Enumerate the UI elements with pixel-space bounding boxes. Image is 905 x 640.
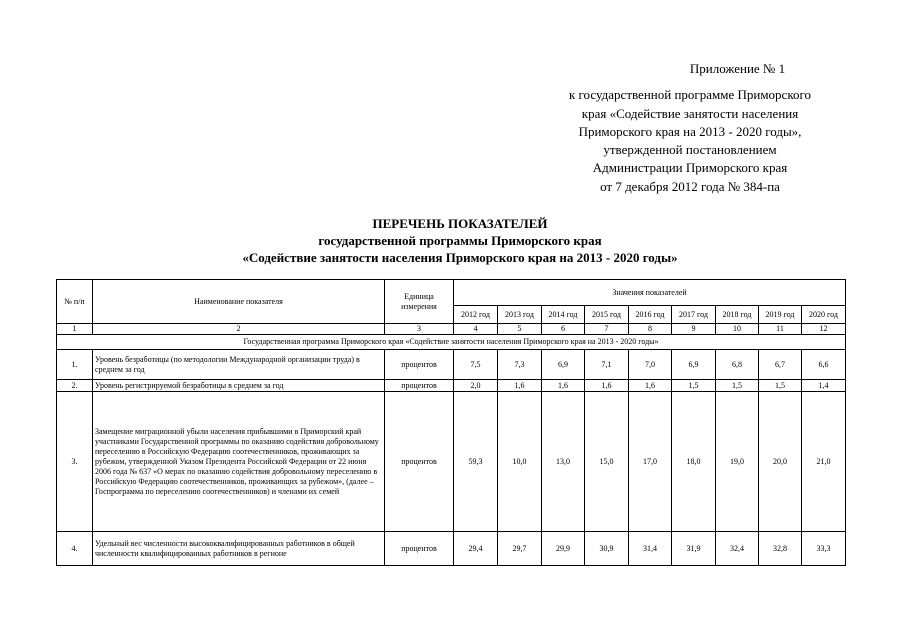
- row-value: 32,8: [759, 532, 802, 566]
- row-value: 1,5: [716, 380, 759, 392]
- table-row: [57, 392, 846, 532]
- header-year: 2016 год: [629, 306, 672, 324]
- column-number: 12: [802, 324, 846, 335]
- row-value: 31,4: [629, 532, 672, 566]
- header-year: 2019 год: [759, 306, 802, 324]
- header-num: № п/п: [57, 280, 93, 324]
- table-row: [57, 380, 846, 392]
- row-value: 7,0: [629, 350, 672, 380]
- row-name: Замещение миграционной убыли населения прибывшими в Приморский край участниками Государственной программы по оказанию содействия добровольному переселению в Российскую Федерацию соотечественников, проживающих за рубежом, утвержденной Указом Президента Российской Федерации от 22 июня 2006 года № 637 «О мерах по оказанию содействия добровольному переселению в Российскую Федерацию соотечественников, проживающих за рубежом», (далее – Госпрограмма по переселению соотечественников) и членами их семей: [93, 392, 385, 532]
- document-title: [90, 215, 830, 266]
- row-num: 2.: [57, 380, 93, 392]
- row-value: 2,0: [454, 380, 498, 392]
- row-value: 6,8: [716, 350, 759, 380]
- row-value: 6,9: [672, 350, 716, 380]
- header-values: Значения показателей: [454, 280, 846, 306]
- row-value: 6,7: [759, 350, 802, 380]
- row-value: 1,6: [542, 380, 585, 392]
- row-value: 10,0: [498, 392, 542, 532]
- row-unit: процентов: [385, 350, 454, 380]
- title-line: ПЕРЕЧЕНЬ ПОКАЗАТЕЛЕЙ: [372, 216, 548, 231]
- header-year: 2015 год: [585, 306, 629, 324]
- indicators-table: [56, 279, 846, 566]
- row-value: 29,7: [498, 532, 542, 566]
- row-value: 29,4: [454, 532, 498, 566]
- row-value: 18,0: [672, 392, 716, 532]
- column-number: 4: [454, 324, 498, 335]
- appendix-line: к государственной программе Приморского: [568, 87, 811, 103]
- row-value: 59,3: [454, 392, 498, 532]
- appendix-line: Приморского края на 2013 - 2020 годы»,: [578, 123, 802, 139]
- appendix-line: от 7 декабря 2012 года № 384-па: [600, 178, 780, 194]
- header-year: 2012 год: [454, 306, 498, 324]
- header-name: Наименование показателя: [93, 280, 385, 324]
- row-value: 29,9: [542, 532, 585, 566]
- column-numbers-row: [57, 324, 846, 335]
- appendix-heading: Приложение № 1: [689, 61, 786, 76]
- row-value: 1,5: [672, 380, 716, 392]
- row-value: 6,9: [542, 350, 585, 380]
- row-value: 1,6: [629, 380, 672, 392]
- row-value: 21,0: [802, 392, 846, 532]
- row-value: 30,9: [585, 532, 629, 566]
- row-num: 3.: [57, 392, 93, 532]
- header-year: 2014 год: [542, 306, 585, 324]
- row-unit: процентов: [385, 392, 454, 532]
- table-row: [57, 350, 846, 380]
- header-year: 2018 год: [716, 306, 759, 324]
- header-year: 2013 год: [498, 306, 542, 324]
- row-value: 31,9: [672, 532, 716, 566]
- row-unit: процентов: [385, 532, 454, 566]
- header-year: 2020 год: [802, 306, 846, 324]
- row-value: 1,6: [585, 380, 629, 392]
- appendix-line: Администрации Приморского края: [592, 160, 788, 176]
- column-number: 10: [716, 324, 759, 335]
- program-title: Государственная программа Приморского края «Содействие занятости населения Приморского края на 2013 - 2020 годы»: [57, 335, 846, 350]
- column-number: 1: [57, 324, 93, 335]
- row-value: 1,5: [759, 380, 802, 392]
- table-row: [57, 532, 846, 566]
- column-number: 8: [629, 324, 672, 335]
- row-num: 4.: [57, 532, 93, 566]
- row-value: 20,0: [759, 392, 802, 532]
- header-unit: Единица измерения: [385, 280, 454, 324]
- row-value: 33,3: [802, 532, 846, 566]
- row-value: 6,6: [802, 350, 846, 380]
- row-name: Уровень регистрируемой безработицы в среднем за год: [93, 380, 385, 392]
- row-value: 1,4: [802, 380, 846, 392]
- row-value: 1,6: [498, 380, 542, 392]
- column-number: 2: [93, 324, 385, 335]
- appendix-block: [540, 60, 840, 196]
- row-value: 19,0: [716, 392, 759, 532]
- program-row: [57, 335, 846, 350]
- title-line: «Содействие занятости населения Приморского края на 2013 - 2020 годы»: [242, 250, 678, 265]
- column-number: 3: [385, 324, 454, 335]
- column-number: 5: [498, 324, 542, 335]
- row-value: 7,3: [498, 350, 542, 380]
- row-value: 13,0: [542, 392, 585, 532]
- row-value: 7,1: [585, 350, 629, 380]
- column-number: 9: [672, 324, 716, 335]
- column-number: 7: [585, 324, 629, 335]
- row-value: 32,4: [716, 532, 759, 566]
- row-unit: процентов: [385, 380, 454, 392]
- column-number: 6: [542, 324, 585, 335]
- row-value: 7,5: [454, 350, 498, 380]
- row-name: Уровень безработицы (по методологии Международной организации труда) в среднем за год: [93, 350, 385, 380]
- appendix-line: утвержденной постановлением: [603, 142, 777, 158]
- row-value: 17,0: [629, 392, 672, 532]
- appendix-line: края «Содействие занятости населения: [581, 105, 799, 121]
- title-line: государственной программы Приморского края: [318, 233, 602, 248]
- column-number: 11: [759, 324, 802, 335]
- header-year: 2017 год: [672, 306, 716, 324]
- row-name: Удельный вес численности высококвалифицированных работников в общей численности квалифицированных работников в регионе: [93, 532, 385, 566]
- row-num: 1.: [57, 350, 93, 380]
- row-value: 15,0: [585, 392, 629, 532]
